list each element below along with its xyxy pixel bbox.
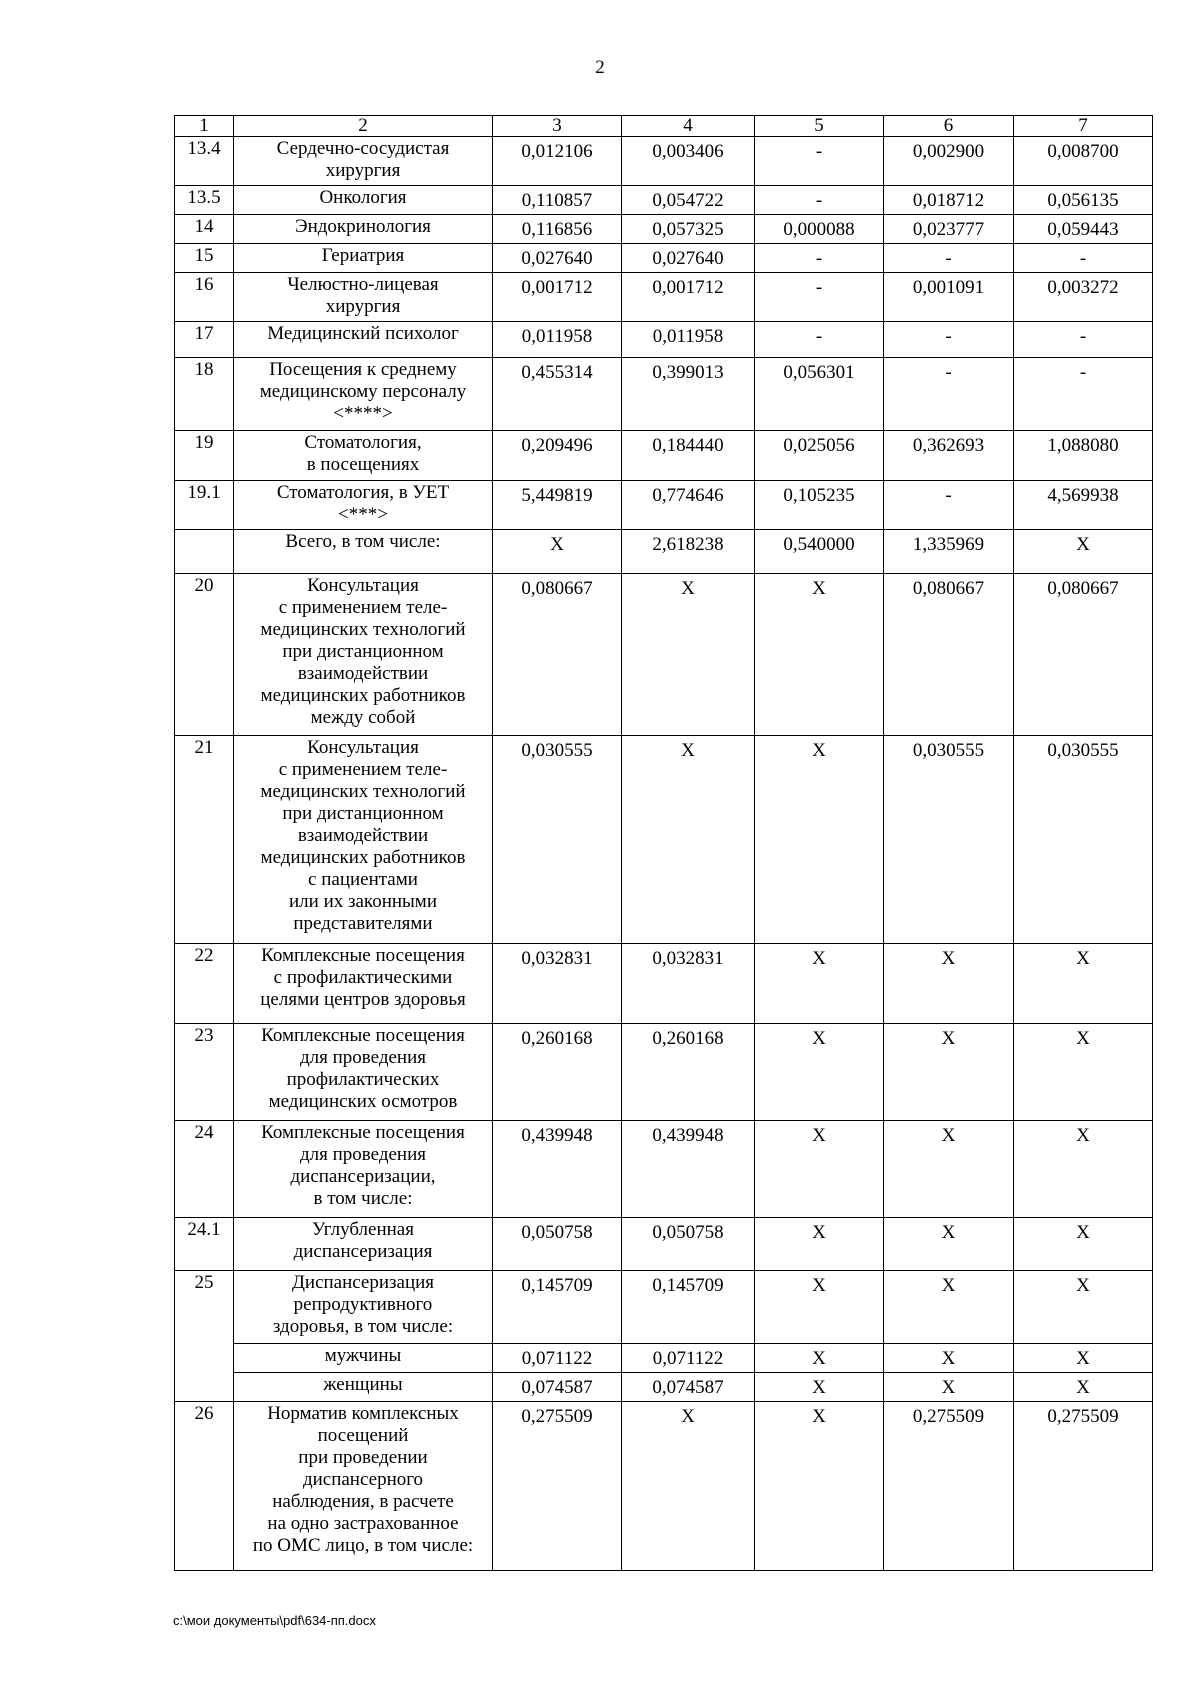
table-cell: Х	[1014, 1373, 1153, 1402]
table-cell: -	[1014, 244, 1153, 273]
table-row	[175, 1344, 1153, 1373]
table-cell: 0,080667	[884, 574, 1014, 736]
table-cell: -	[755, 186, 884, 215]
footer-file-path: c:\мои документы\pdf\634-пп.docx	[173, 1613, 376, 1628]
table-cell: 0,275509	[493, 1402, 622, 1571]
table-row	[175, 481, 1153, 530]
row-number: 14	[175, 215, 234, 244]
column-header: 5	[755, 116, 884, 137]
table-cell: 0,071122	[622, 1344, 755, 1373]
table-cell: Х	[1014, 1344, 1153, 1373]
table-cell: 0,025056	[755, 431, 884, 481]
table-cell: 0,018712	[884, 186, 1014, 215]
table-cell: 0,050758	[493, 1218, 622, 1271]
table-cell: Х	[1014, 944, 1153, 1024]
table-cell: 0,059443	[1014, 215, 1153, 244]
table-cell: Х	[755, 1402, 884, 1571]
row-number: 13.4	[175, 137, 234, 186]
row-label: женщины	[234, 1373, 493, 1402]
table-cell: 0,054722	[622, 186, 755, 215]
table-cell: Х	[755, 1218, 884, 1271]
row-number: 18	[175, 358, 234, 431]
table-cell: 0,056301	[755, 358, 884, 431]
table-cell: 0,540000	[755, 530, 884, 574]
table-row	[175, 215, 1153, 244]
table-cell: 0,011958	[493, 322, 622, 358]
row-number: 25	[175, 1271, 234, 1402]
table-cell: 0,116856	[493, 215, 622, 244]
table-cell: 0,001712	[622, 273, 755, 322]
table-cell: -	[884, 481, 1014, 530]
data-table	[174, 115, 1153, 1571]
table-row	[175, 186, 1153, 215]
table-cell: Х	[884, 1024, 1014, 1121]
table-cell: Х	[1014, 1121, 1153, 1218]
page-number: 2	[595, 57, 605, 78]
table-cell: 0,057325	[622, 215, 755, 244]
table-cell: -	[884, 322, 1014, 358]
row-label: Эндокринология	[234, 215, 493, 244]
table-cell: Х	[622, 736, 755, 944]
table-cell: 0,145709	[622, 1271, 755, 1344]
row-number: 15	[175, 244, 234, 273]
table-row	[175, 736, 1153, 944]
table-cell: -	[884, 244, 1014, 273]
table-cell: 0,003272	[1014, 273, 1153, 322]
table-cell: 0,362693	[884, 431, 1014, 481]
table-cell: Х	[884, 1271, 1014, 1344]
column-header: 7	[1014, 116, 1153, 137]
table-cell: -	[1014, 322, 1153, 358]
table-cell: Х	[884, 1218, 1014, 1271]
table-cell: 0,032831	[493, 944, 622, 1024]
table-cell: 0,023777	[884, 215, 1014, 244]
table-cell: 0,011958	[622, 322, 755, 358]
table-row	[175, 358, 1153, 431]
table-row	[175, 137, 1153, 186]
table-cell: -	[755, 322, 884, 358]
table-cell: 0,008700	[1014, 137, 1153, 186]
table-cell: 0,074587	[622, 1373, 755, 1402]
table-cell: 0,399013	[622, 358, 755, 431]
table-cell: 0,030555	[884, 736, 1014, 944]
column-header: 1	[175, 116, 234, 137]
table-cell: 0,001712	[493, 273, 622, 322]
column-header: 6	[884, 116, 1014, 137]
table-row	[175, 244, 1153, 273]
row-number: 20	[175, 574, 234, 736]
column-header: 3	[493, 116, 622, 137]
table-cell: 4,569938	[1014, 481, 1153, 530]
table-row	[175, 944, 1153, 1024]
table-cell: -	[884, 358, 1014, 431]
row-number: 24.1	[175, 1218, 234, 1271]
table-cell: 0,030555	[493, 736, 622, 944]
table-row	[175, 431, 1153, 481]
table-cell: 0,774646	[622, 481, 755, 530]
row-label: мужчины	[234, 1344, 493, 1373]
table-cell: 0,439948	[622, 1121, 755, 1218]
row-label: Стоматология, в УЕТ <***>	[234, 481, 493, 530]
row-label: Норматив комплексных посещений при проведении диспансерного наблюдения, в расчете на одно застрахованное по ОМС лицо, в том числе:	[234, 1402, 493, 1571]
row-label: Гериатрия	[234, 244, 493, 273]
table-cell: -	[1014, 358, 1153, 431]
row-label: Посещения к среднему медицинскому персоналу <****>	[234, 358, 493, 431]
table-cell: -	[755, 273, 884, 322]
table-cell: Х	[1014, 1218, 1153, 1271]
table-row	[175, 574, 1153, 736]
table-cell: 0,184440	[622, 431, 755, 481]
table-cell: 0,455314	[493, 358, 622, 431]
table-cell: 0,056135	[1014, 186, 1153, 215]
table-cell: 0,074587	[493, 1373, 622, 1402]
row-label: Сердечно-сосудистая хирургия	[234, 137, 493, 186]
table-cell: 0,260168	[622, 1024, 755, 1121]
table-row	[175, 1218, 1153, 1271]
table-cell: 0,275509	[1014, 1402, 1153, 1571]
row-number: 19.1	[175, 481, 234, 530]
row-label: Медицинский психолог	[234, 322, 493, 358]
table-cell: 0,027640	[493, 244, 622, 273]
row-label: Консультация с применением теле- медицинских технологий при дистанционном взаимодействии медицинских работников между собой	[234, 574, 493, 736]
table-cell: 0,110857	[493, 186, 622, 215]
table-cell: Х	[755, 1373, 884, 1402]
table-cell: 0,000088	[755, 215, 884, 244]
table-cell: 0,080667	[493, 574, 622, 736]
row-label: Стоматология, в посещениях	[234, 431, 493, 481]
table-cell: Х	[755, 574, 884, 736]
table-cell: Х	[755, 1121, 884, 1218]
table-cell: 0,145709	[493, 1271, 622, 1344]
table-cell: Х	[755, 1024, 884, 1121]
table-header-row	[175, 116, 1153, 137]
table-cell: 0,012106	[493, 137, 622, 186]
column-header: 2	[234, 116, 493, 137]
row-number: 22	[175, 944, 234, 1024]
table-cell: 1,088080	[1014, 431, 1153, 481]
table-cell: Х	[884, 1344, 1014, 1373]
table-row	[175, 1024, 1153, 1121]
table-cell: Х	[493, 530, 622, 574]
row-number: 13.5	[175, 186, 234, 215]
row-number: 24	[175, 1121, 234, 1218]
table-row	[175, 1271, 1153, 1344]
table-cell: Х	[755, 736, 884, 944]
table-cell: 0,209496	[493, 431, 622, 481]
row-number: 26	[175, 1402, 234, 1571]
table-cell: Х	[622, 574, 755, 736]
column-header: 4	[622, 116, 755, 137]
row-label: Диспансеризация репродуктивного здоровья, в том числе:	[234, 1271, 493, 1344]
table-row	[175, 1373, 1153, 1402]
table-cell: -	[755, 137, 884, 186]
table-cell: Х	[755, 1271, 884, 1344]
row-label: Челюстно-лицевая хирургия	[234, 273, 493, 322]
table-cell: 0,001091	[884, 273, 1014, 322]
table-cell: Х	[1014, 530, 1153, 574]
row-label: Комплексные посещения для проведения диспансеризации, в том числе:	[234, 1121, 493, 1218]
row-number: 19	[175, 431, 234, 481]
table-cell: Х	[755, 1344, 884, 1373]
table-cell: Х	[1014, 1024, 1153, 1121]
row-label: Углубленная диспансеризация	[234, 1218, 493, 1271]
table-cell: 0,105235	[755, 481, 884, 530]
table-cell: Х	[884, 944, 1014, 1024]
table-cell: 2,618238	[622, 530, 755, 574]
row-label: Онкология	[234, 186, 493, 215]
table-cell: Х	[884, 1121, 1014, 1218]
table-cell: 0,080667	[1014, 574, 1153, 736]
row-label: Комплексные посещения с профилактическими целями центров здоровья	[234, 944, 493, 1024]
table-cell: 1,335969	[884, 530, 1014, 574]
row-number	[175, 530, 234, 574]
table-cell: Х	[884, 1373, 1014, 1402]
table-cell: 5,449819	[493, 481, 622, 530]
table-cell: 0,003406	[622, 137, 755, 186]
table-cell: 0,071122	[493, 1344, 622, 1373]
row-label: Комплексные посещения для проведения профилактических медицинских осмотров	[234, 1024, 493, 1121]
table-row-total	[175, 530, 1153, 574]
table-cell: 0,260168	[493, 1024, 622, 1121]
row-number: 16	[175, 273, 234, 322]
row-label: Консультация с применением теле- медицинских технологий при дистанционном взаимодействии медицинских работников с пациентами или их законными представителями	[234, 736, 493, 944]
table-row	[175, 1402, 1153, 1571]
table-cell: 0,050758	[622, 1218, 755, 1271]
table-cell: -	[755, 244, 884, 273]
row-number: 17	[175, 322, 234, 358]
table-cell: 0,027640	[622, 244, 755, 273]
table-cell: 0,439948	[493, 1121, 622, 1218]
table-cell: Х	[622, 1402, 755, 1571]
table-cell: 0,002900	[884, 137, 1014, 186]
table-cell: 0,032831	[622, 944, 755, 1024]
table-cell: Х	[755, 944, 884, 1024]
table-cell: 0,275509	[884, 1402, 1014, 1571]
table-cell: 0,030555	[1014, 736, 1153, 944]
table-row	[175, 1121, 1153, 1218]
row-number: 23	[175, 1024, 234, 1121]
row-number: 21	[175, 736, 234, 944]
table-row	[175, 273, 1153, 322]
table-row	[175, 322, 1153, 358]
table-cell: Х	[1014, 1271, 1153, 1344]
row-label: Всего, в том числе:	[234, 530, 493, 574]
